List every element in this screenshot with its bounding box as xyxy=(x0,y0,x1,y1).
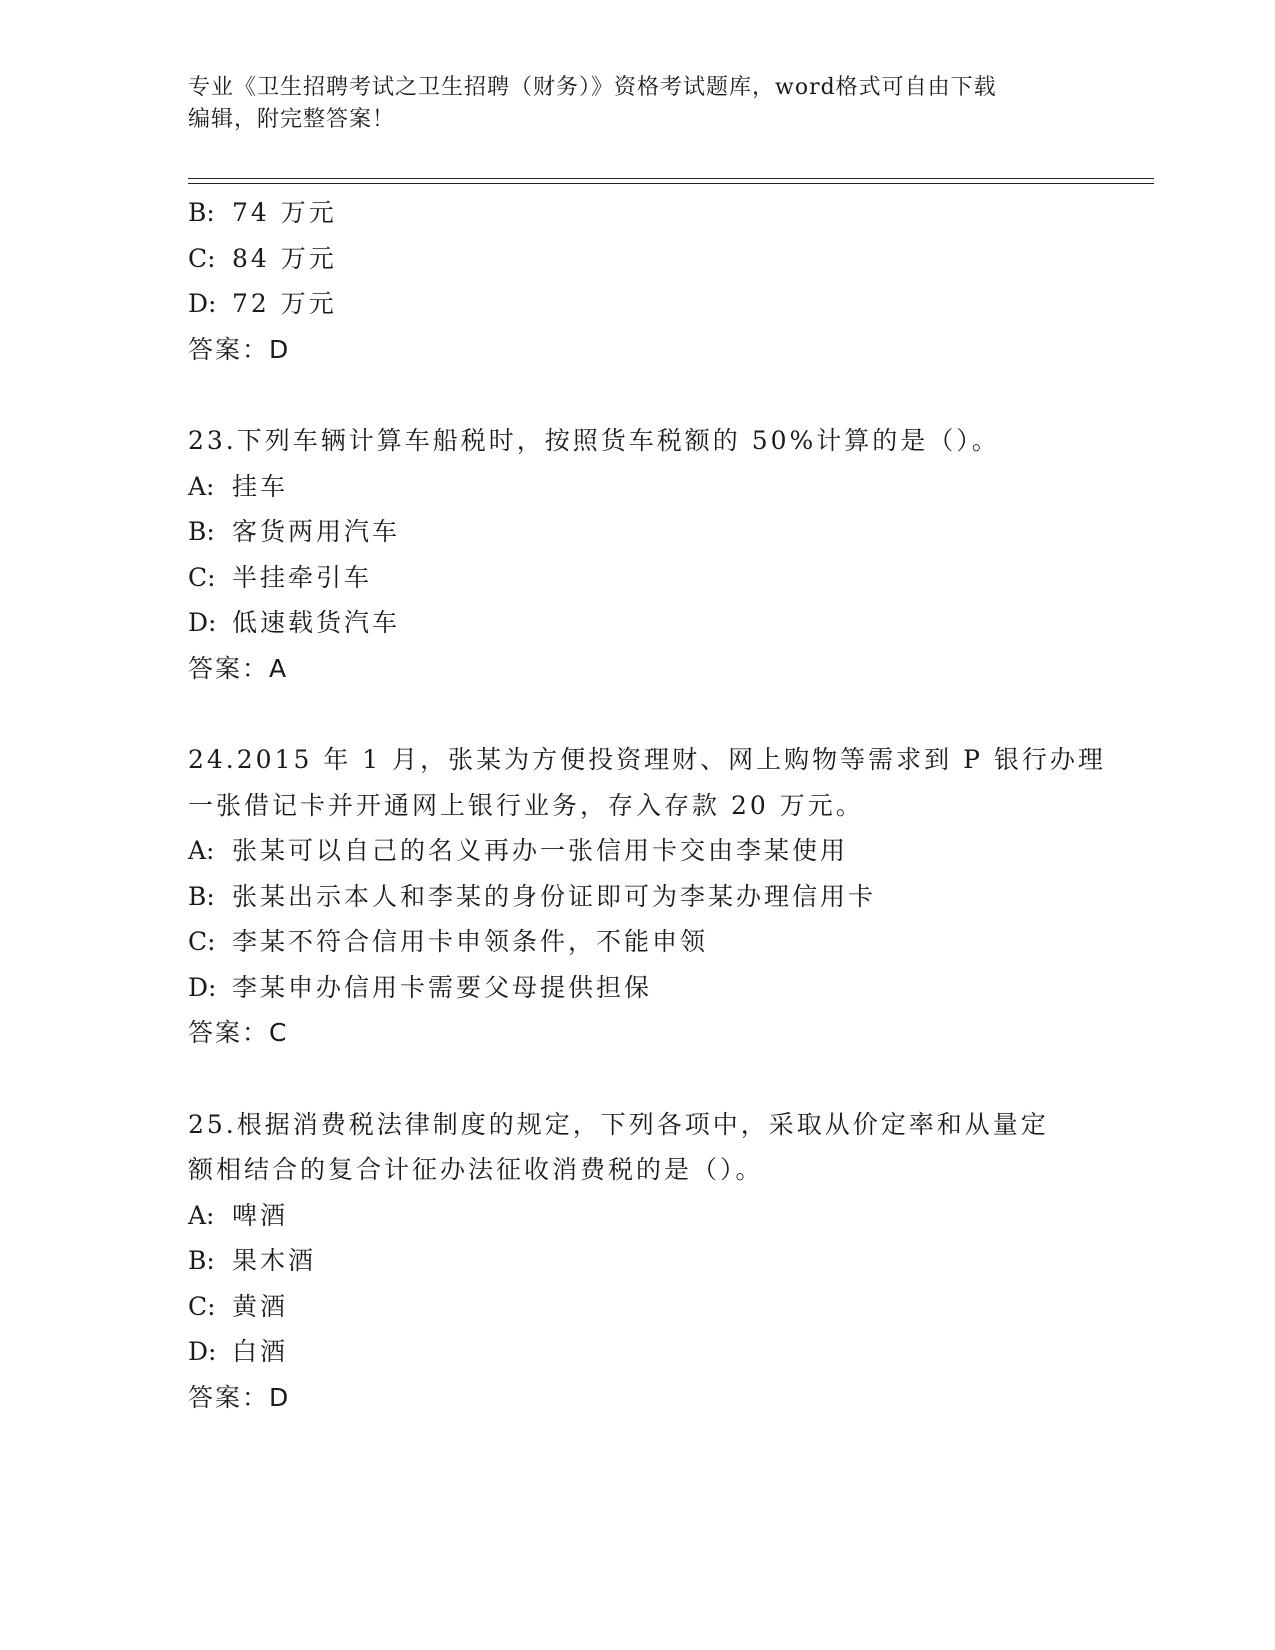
option-b: B: 张某出示本人和李某的身份证即可为李某办理信用卡 xyxy=(188,881,877,911)
option-b: B: 74 万元 xyxy=(188,198,337,227)
option-b: B: 客货两用汽车 xyxy=(188,517,401,546)
header-line-1: 专业《卫生招聘考试之卫生招聘（财务）》资格考试题库，word格式可自由下载 xyxy=(188,75,997,100)
option-c: C: 黄酒 xyxy=(188,1291,289,1321)
question-title-line-2: 一张借记卡并开通网上银行业务，存入存款 20 万元。 xyxy=(188,790,864,820)
header-rule-bottom xyxy=(188,183,1154,184)
page-header xyxy=(188,72,1088,136)
option-a: A: 啤酒 xyxy=(188,1200,289,1230)
option-b: B: 果木酒 xyxy=(188,1246,317,1275)
question-title-line-1: 24.2015 年 1 月，张某为方便投资理财、网上购物等需求到 P 银行办理 xyxy=(188,745,1106,774)
option-d: D: 李某申办信用卡需要父母提供担保 xyxy=(188,972,653,1002)
question-list xyxy=(188,190,1188,1420)
header-line-2: 编辑，附完整答案！ xyxy=(188,107,396,132)
question-22-continued xyxy=(188,190,1188,372)
answer: 答案：D xyxy=(188,1382,291,1412)
option-a: A: 张某可以自己的名义再办一张信用卡交由李某使用 xyxy=(188,836,849,865)
option-c: C: 84 万元 xyxy=(188,243,337,273)
question-title: 23.下列车辆计算车船税时，按照货车税额的 50%计算的是（）。 xyxy=(188,426,1000,455)
question-25 xyxy=(188,1102,1188,1421)
answer: 答案：A xyxy=(188,653,289,683)
option-a: A: 挂车 xyxy=(188,471,289,501)
answer: 答案：D xyxy=(188,334,291,364)
option-c: C: 半挂牵引车 xyxy=(188,562,373,592)
question-23 xyxy=(188,418,1188,691)
answer: 答案：C xyxy=(188,1018,289,1047)
option-d: D: 低速载货汽车 xyxy=(188,608,401,637)
question-title-line-1: 25.根据消费税法律制度的规定，下列各项中，采取从价定率和从量定 xyxy=(188,1109,1049,1139)
question-24 xyxy=(188,737,1188,1056)
question-title-line-2: 额相结合的复合计征办法征收消费税的是（）。 xyxy=(188,1155,764,1184)
option-c: C: 李某不符合信用卡申领条件，不能申领 xyxy=(188,927,709,956)
option-d: D: 白酒 xyxy=(188,1337,289,1366)
header-rule-top xyxy=(188,178,1154,179)
option-d: D: 72 万元 xyxy=(188,289,337,318)
